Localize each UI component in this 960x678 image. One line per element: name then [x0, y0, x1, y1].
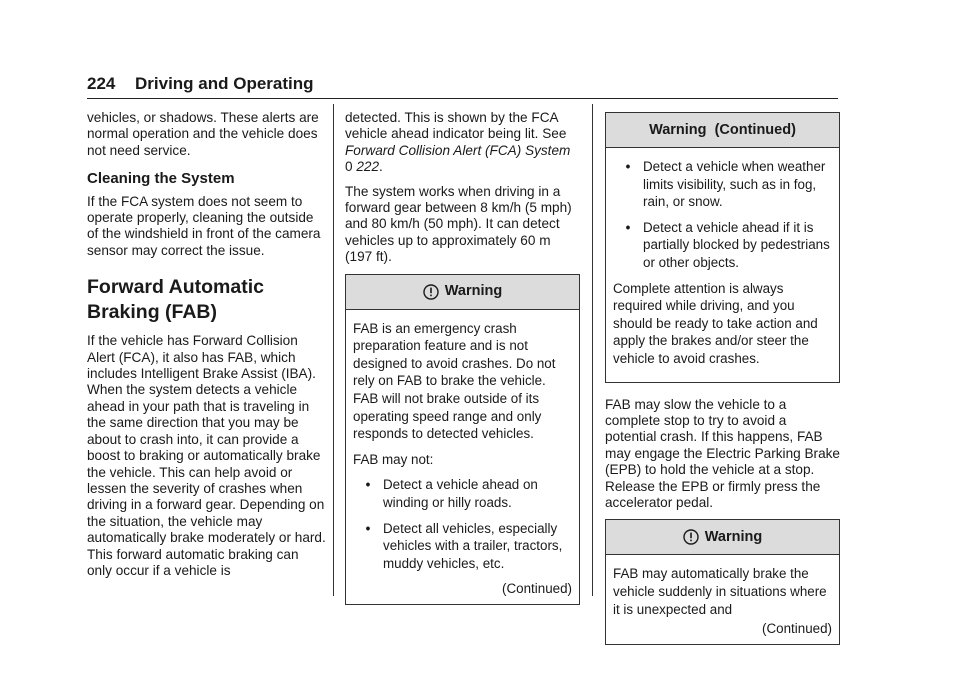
warning-text: FAB may automatically brake the vehicle suddenly in situations where it is unexpected and — [613, 566, 827, 617]
page-number: 224 — [87, 74, 116, 93]
column-1 — [87, 110, 327, 587]
column-divider — [592, 104, 593, 596]
warning-title: Warning (Continued) — [649, 121, 796, 138]
warning-header — [606, 520, 839, 555]
bullet-icon: • — [625, 159, 631, 174]
list-item: • Detect a vehicle ahead on winding or hilly roads. — [353, 476, 572, 511]
cross-reference-link[interactable]: Forward Collision Alert (FCA) System — [345, 142, 571, 158]
warning-title: Warning — [444, 283, 503, 300]
bullet-icon: • — [365, 477, 371, 493]
list-item: • Detect a vehicle when weather limits visibility, such as in fog, rain, or snow. — [613, 158, 832, 211]
warning-header — [606, 113, 839, 148]
warning-box — [605, 519, 840, 644]
fab-paragraph: If the vehicle has Forward Collision Alert (FCA), it also has FAB, which includes Intelligent Brake Assist (IBA). When the system detects a vehicle ahead in your path that is traveling in the same direction that you may be about to crash into, it can provide a boost to braking or automatically brake the vehicle. This can help avoid or lessen the severity of crashes when driving in a forward gear. Depending on the situation, the vehicle may automatically brake moderately or hard. This forward automatic braking can only occur if a vehicle is — [87, 333, 326, 578]
warning-header — [346, 275, 579, 310]
stop-paragraph: FAB may slow the vehicle to a complete stop to try to avoid a potential crash. If this happens, FAB may engage the Electric Parking Brake (EPB) to hold the vehicle at a stop. Release the EPB or firmly press the accelerator pedal. — [605, 396, 840, 510]
warning-title: Warning — [704, 529, 763, 546]
cleaning-heading: Cleaning the System — [87, 170, 235, 188]
page-ref[interactable]: 222 — [356, 159, 380, 175]
warning-text: Complete attention is always required while driving, and you should be ready to take action and apply the brakes and/or steer the vehicle to avoid crashes. — [613, 280, 818, 366]
warning-list-intro: FAB may not: — [353, 451, 434, 467]
column-divider — [333, 104, 334, 596]
warning-icon — [423, 284, 439, 300]
page-header — [87, 70, 838, 99]
warning-text: FAB is an emergency crash preparation feature and is not designed to avoid crashes. Do not rely on FAB to brake the vehicle. FAB will not brake outside of its operating speed range and only responds to detected vehicles. — [353, 320, 556, 442]
warning-body — [606, 148, 839, 382]
page-ref-icon: 0 — [345, 159, 353, 175]
warning-box — [345, 274, 580, 605]
speed-range-paragraph: The system works when driving in a forward gear between 8 km/h (5 mph) and 80 km/h (50 mph). It can detect vehicles up to approximately 60 m (197 ft). — [345, 183, 572, 265]
fab-heading: Forward Automatic Braking (FAB) — [87, 276, 264, 324]
section-title: Driving and Operating — [135, 74, 314, 93]
bullet-icon: • — [625, 219, 631, 235]
intro-paragraph: vehicles, or shadows. These alerts are normal operation and the vehicle does not need service. — [87, 110, 319, 158]
cleaning-paragraph: If the FCA system does not seem to operate properly, cleaning the outside of the windshield in front of the camera sensor may correct the issue. — [87, 193, 321, 258]
detection-paragraph: detected. This is shown by the FCA vehicle ahead indicator being lit. See Forward Collision Alert (FCA) System 0 222. — [345, 110, 571, 175]
bullet-icon: • — [365, 520, 371, 536]
list-item: • Detect all vehicles, especially vehicles with a trailer, tractors, muddy vehicles, etc. — [353, 520, 572, 573]
warning-body — [346, 310, 579, 604]
warning-body — [606, 555, 839, 643]
continued-label: (Continued) — [502, 581, 572, 597]
continued-label: (Continued) — [762, 621, 832, 637]
column-3 — [605, 110, 840, 655]
warning-box-continued — [605, 112, 840, 383]
list-item: • Detect a vehicle ahead if it is partially blocked by pedestrians or other objects. — [613, 219, 832, 272]
warning-icon — [683, 529, 699, 545]
column-2 — [345, 110, 580, 615]
